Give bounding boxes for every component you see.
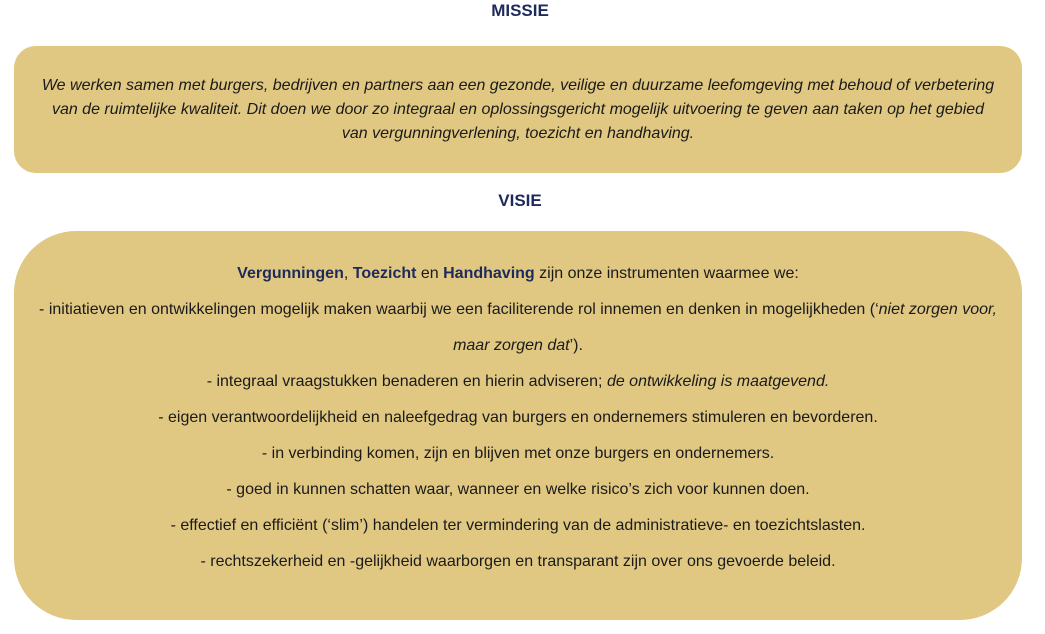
intro-rest: zijn onze instrumenten waarmee we: (534, 265, 799, 282)
missie-box (14, 46, 1022, 173)
keyword-vergunningen: Vergunningen (237, 265, 344, 282)
visie-heading: VISIE (498, 191, 542, 210)
visie-item-text: - initiatieven en ontwikkelingen mogelijk maken waarbij we een faciliterende rol innemen en denken in mogelijkheden (‘ (39, 301, 879, 318)
visie-item (34, 364, 1002, 400)
visie-item: - eigen verantwoordelijkheid en naleefgedrag van burgers en ondernemers stimuleren en bevorderen. (158, 409, 878, 426)
missie-text: We werken samen met burgers, bedrijven en partners aan een gezonde, veilige en duurzame leefomgeving met behoud of verbetering van de ruimtelijke kwaliteit. Dit doen we door zo integraal en oplossingsgericht mogelijk uitvoering te geven aan taken op het gebied van vergunningverlening, toezicht en handhaving. (41, 77, 995, 142)
visie-intro (34, 256, 1002, 292)
visie-item-italic: de ontwikkeling is maatgevend. (606, 373, 830, 390)
visie-item-end: ’). (569, 337, 583, 354)
visie-box (14, 231, 1022, 620)
visie-item: - goed in kunnen schatten waar, wanneer en welke risico’s zich voor kunnen doen. (226, 481, 810, 498)
visie-item-text: - integraal vraagstukken benaderen en hierin adviseren; (206, 373, 607, 390)
keyword-handhaving: Handhaving (443, 265, 535, 282)
intro-separator: en (416, 265, 444, 282)
missie-heading: MISSIE (491, 1, 549, 20)
keyword-toezicht: Toezicht (352, 265, 417, 282)
visie-item (34, 292, 1002, 364)
visie-item-italic: niet zorgen voor, maar zorgen dat (453, 301, 997, 354)
visie-item: - in verbinding komen, zijn en blijven met onze burgers en ondernemers. (261, 445, 775, 462)
visie-item: - rechtszekerheid en -gelijkheid waarborgen en transparant zijn over ons gevoerde beleid. (200, 553, 836, 570)
intro-separator: , (343, 265, 353, 282)
visie-item: - effectief en efficiënt (‘slim’) handelen ter vermindering van de administratieve- en toezichtslasten. (170, 517, 866, 534)
